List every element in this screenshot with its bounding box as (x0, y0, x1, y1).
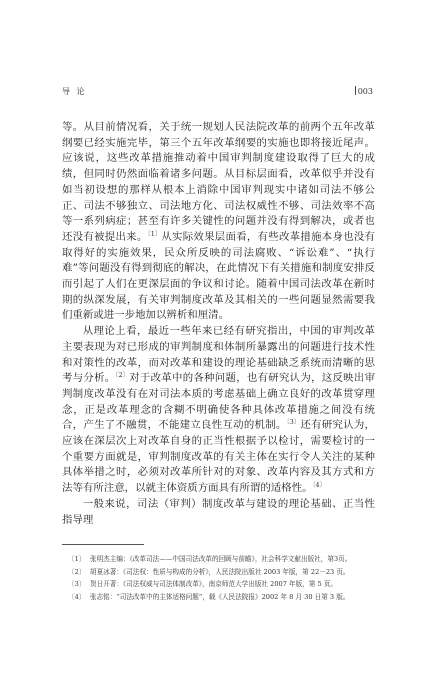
footnote-number: 〔4〕 (68, 592, 86, 601)
paragraph-1-tail: 从实际效果层面看，有些改革措施本身也没有取得好的实施效果，民众所反映的司法腐败、“诉讼难”、“执行难”等问题没有得到彻底的解决，在此情况下有关措施和制度安排反而引起了人们在更深层面的争议和讨论。随着中国司法改革在新时期的纵深发展，有关审判制度改革及其相关的一些问题显然需要我们重新或进一步地加以辨析和厘清。 (62, 230, 376, 322)
paragraph-3: 一般来说，司法（审判）制度改革与建设的理论基础、正当性指导理 (62, 497, 375, 526)
paragraph-2-part-c: 还有研究认为，应该在深层次上对改革自身的正当性根据予以检讨，需要检讨的一个重要方面就是，审判制度改革的有关主体在实行令人关注的某种具体举措之时，必须对改革所针对的对象、改革内容及其方式和方法等有所注意，以就主体资质方面具有所谓的适格性。 (62, 419, 375, 495)
paragraph-2-part-b: 对于改革中的各种问题，也有研究认为，这反映出审判制度改革没有在对司法本质的考虑基础上确立良好的改革贯穿理念，正是改革理念的含糊不明确使各种具体改革措施之间没有统合，产生了不融贯，不能建立良性互动的机制。 (62, 372, 376, 432)
footnote-ref-4[interactable]: 〔4〕 (312, 482, 326, 490)
footnote-number: 〔1〕 (68, 555, 86, 563)
footnote-1 (62, 553, 375, 566)
footnote-text: 胡夏冰著：《司法权：性质与构成的分析》，人民法院出版社 2003 年版，第 22－23 页。 (90, 567, 350, 576)
paragraph-2 (62, 324, 375, 497)
header-divider (355, 86, 356, 95)
footnotes (62, 553, 375, 603)
footnote-text: 张志铭：“司法改革中的主体适格问题”，载《人民法院报》2002 年 8 月 30 日第 3 版。 (90, 592, 350, 601)
footnote-4 (62, 591, 375, 604)
paragraph-1-text: 等。从目前情况看，关于统一规划人民法院改革的前两个五年改革纲要已经实施完毕，第三个五年改革纲要的实施也即将接近尾声。应该说，这些改革措施推动着中国审判制度建设取得了巨大的成绩，但同时仍然面临着诸多问题。从目标层面看，改革似乎并没有如当初设想的那样从根本上消除中国审判现实中诸如司法不够公正、司法不够独立、司法地方化、司法权威性不够、司法效率不高等一系列病症；甚至有许多关键性的问题并没有得到解决，或者也还没有被提出来。 (62, 121, 375, 243)
page-number-group (355, 86, 373, 96)
page-number: 003 (357, 87, 373, 96)
footnote-3 (62, 578, 375, 591)
footnote-ref-1[interactable]: 〔1〕 (147, 230, 162, 238)
footnote-text: 贺日开著：《司法权威与司法体制改革》，南京师范大学出版社 2007 年版，第 5 页。 (90, 580, 337, 589)
section-title: 导 论 (62, 87, 87, 96)
footnote-number: 〔2〕 (68, 567, 86, 576)
footnote-ref-3[interactable]: 〔3〕 (286, 419, 301, 427)
paragraph-2-part-a: 从理论上看，最近一些年来已经有研究指出，中国的审判改革主要表现为对已形成的审判制度和体制所暴露出的问题进行技术性和对策性的改革，而对改革和建设的理论基础缺乏系统而清晰的思考与分析。 (62, 325, 375, 385)
footnote-rule (62, 544, 144, 545)
footnote-number: 〔3〕 (68, 580, 86, 589)
running-header (62, 86, 373, 102)
footnote-ref-2[interactable]: 〔2〕 (115, 372, 130, 380)
footnote-2 (62, 566, 375, 579)
main-text (62, 120, 375, 528)
footnote-text: 张明杰主编：《改革司法——中国司法改革的回顾与前瞻》，社会科学文献出版社，第3页。 (90, 555, 352, 563)
paragraph-1 (62, 120, 375, 324)
